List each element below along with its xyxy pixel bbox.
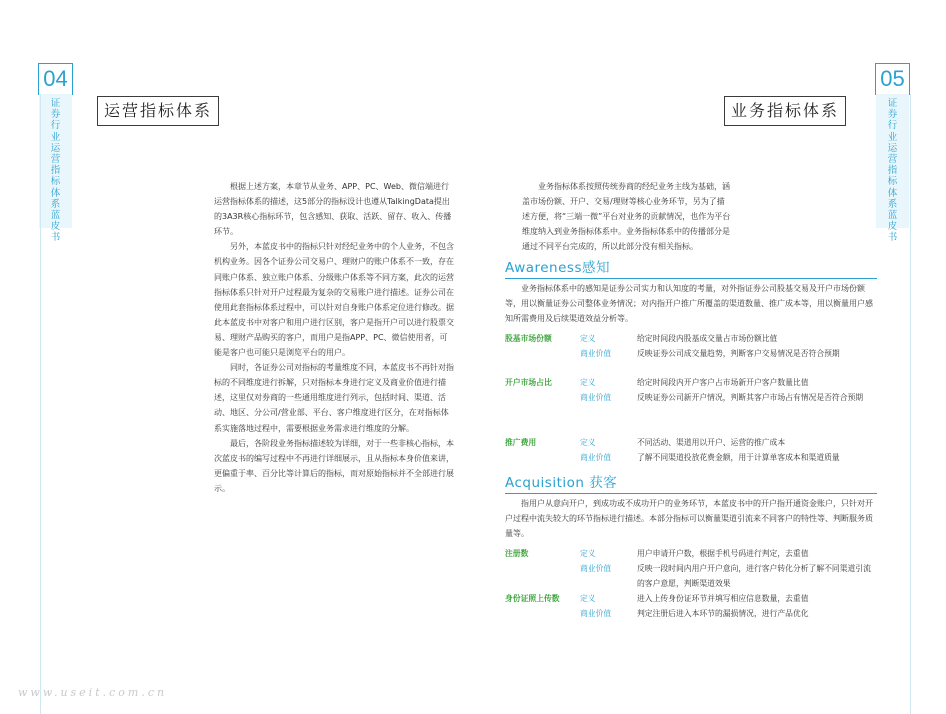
metric-text: 给定时间段内股基成交量占市场份额比值 (637, 334, 778, 343)
metric-name: 股基市场份额 (505, 334, 552, 343)
metric-text: 不同活动、渠道用以开户、运营的推广成本 (637, 438, 786, 447)
watermark: www.useit.com.cn (18, 686, 168, 699)
metric-label: 商业价值 (580, 453, 612, 463)
metric-block (505, 435, 877, 465)
section-title-left: 运营指标体系 (97, 96, 219, 126)
metric-name: 推广费用 (505, 438, 537, 447)
metric-row (505, 546, 877, 561)
metric-label: 定义 (580, 378, 596, 387)
metric-text: 判定注册后进入本环节的漏损情况，进行产品优化 (637, 609, 809, 619)
metric-text: 反映一段时间内用户开户意向，进行客户转化分析了解不同渠道引流的客户意愿，判断渠道效果 (637, 564, 871, 589)
right-margin-rule (910, 94, 911, 714)
acquisition-heading: Acquisition 获客 (505, 473, 877, 494)
metric-text: 进入上传身份证环节并填写相应信息数量，去重值 (637, 594, 809, 603)
metric-text: 用户申请开户数，根据手机号码进行判定，去重值 (637, 549, 809, 558)
acquisition-paragraph: 指用户从意向开户，到成功或不成功开户的业务环节，本蓝皮书中的开户指开通资金账户，只针对开户过程中流失较大的环节指标进行描述。本部分指标可以衡量渠道引流来不同客户的特性等、判断服务质量等。 (505, 499, 873, 539)
intro-paragraph: 业务指标体系按照传统券商的经纪业务主线为基础，涵盖市场份额、开户、交易/理财等核心业务环节，另为了描述方便，将“三端一微”平台对业务的贡献情况，也作为平台维度纳入到业务指标体系中。业务指标体系中的传播部分是通过不同平台完成的，所以此部分没有相关指标。 (522, 182, 731, 252)
metric-text: 了解不同渠道投放花费金额，用于计算单客成本和渠道质量 (637, 453, 840, 463)
left-body (214, 179, 454, 496)
metric-block (505, 375, 877, 405)
awareness-paragraph: 业务指标体系中的感知是证券公司实力和认知度的考量，对外指证券公司股基交易及开户市场份额等，用以衡量证券公司整体业务情况；对内指开户推广所覆盖的渠道数量、推广成本等，用以衡量用户感知所需费用及后续渠道效益分析等。 (505, 284, 873, 324)
left-paragraph: 最后，各阶段业务指标描述较为详细，对于一些非核心指标，本次蓝皮书的编写过程中不再进行详细展示，且从指标本身价值来讲，更偏重于率、百分比等计算后的指标，而对原始指标并不全部进行展示。 (214, 438, 454, 493)
metric-row (505, 561, 877, 591)
metric-row (505, 331, 877, 346)
metric-label: 定义 (580, 438, 596, 447)
metric-label: 商业价值 (580, 564, 612, 574)
metric-name: 身份证照上传数 (505, 594, 560, 603)
metric-block (505, 591, 877, 621)
right-intro (522, 179, 732, 254)
metric-row (505, 591, 877, 606)
side-tab-right (876, 94, 909, 244)
side-text-right: 证券行业运营指标体系蓝皮书 (887, 98, 898, 244)
metric-row (505, 606, 877, 621)
metric-name: 注册数 (505, 549, 529, 558)
metric-block (505, 546, 877, 591)
metric-label: 商业价值 (580, 609, 612, 619)
metric-label: 定义 (580, 549, 596, 558)
page-number-left: 04 (38, 63, 73, 95)
metric-text: 反映证券公司成交量趋势，判断客户交易情况是否符合预期 (637, 349, 840, 359)
metric-row (505, 390, 877, 405)
awareness-heading: Awareness感知 (505, 258, 877, 279)
metric-row (505, 346, 877, 361)
metric-row (505, 375, 877, 390)
awareness-paragraph-block (505, 281, 877, 326)
metric-label: 商业价值 (580, 349, 612, 359)
page-number-right: 05 (875, 63, 910, 95)
acquisition-paragraph-block (505, 496, 877, 541)
left-paragraph: 同时，各证券公司对指标的考量维度不同，本蓝皮书不再针对指标的不同维度进行拆解，只对指标本身进行定义及商业价值进行描述，这里仅对券商的一些通用维度进行列示，包括时间、渠道、活动、地区、分公司/营业部、平台、客户维度进行区分，在对指标体系实施落地过程中，需要根据业务需求进行维度的分解。 (214, 363, 454, 433)
metric-label: 定义 (580, 334, 596, 343)
side-text-left: 证券行业运营指标体系蓝皮书 (50, 98, 61, 244)
side-tab-left (39, 94, 72, 244)
left-margin-rule (40, 94, 41, 714)
metric-block (505, 331, 877, 361)
metric-text: 给定时间段内开户客户占市场新开户客户数量比值 (637, 378, 809, 387)
left-paragraph: 根据上述方案，本章节从业务、APP、PC、Web、微信端进行运营指标体系的描述，这5部分的指标设计也遵从TalkingData提出的3A3R核心指标环节，包含感知、获取、活跃、留存、收入、传播环节。 (214, 182, 452, 237)
metric-label: 定义 (580, 594, 596, 603)
metric-label: 商业价值 (580, 393, 612, 403)
left-paragraph: 另外，本蓝皮书中的指标只针对经纪业务中的个人业务，不包含机构业务。因各个证券公司交易户、理财户的账户体系不一致，存在同账户体系、独立账户体系、分级账户体系等不同方案，此次的运营指标体系只针对开户过程最为复杂的交易账户进行描述。证券公司在使用此套指标体系过程中，可以针对自身账户体系定位进行修改。据此本蓝皮书中对客户和用户进行区别，客户是指开户可以进行股票交易、理财产品购买的客户，而用户是指APP、PC、微信使用者，可能是客户也可能只是浏览平台的用户。 (214, 242, 454, 358)
section-title-right: 业务指标体系 (724, 96, 846, 126)
metric-text: 反映证券公司新开户情况，判断其客户市场占有情况是否符合预期 (637, 393, 864, 403)
metric-name: 开户市场占比 (505, 378, 552, 387)
metric-row (505, 450, 877, 465)
metric-row (505, 435, 877, 450)
